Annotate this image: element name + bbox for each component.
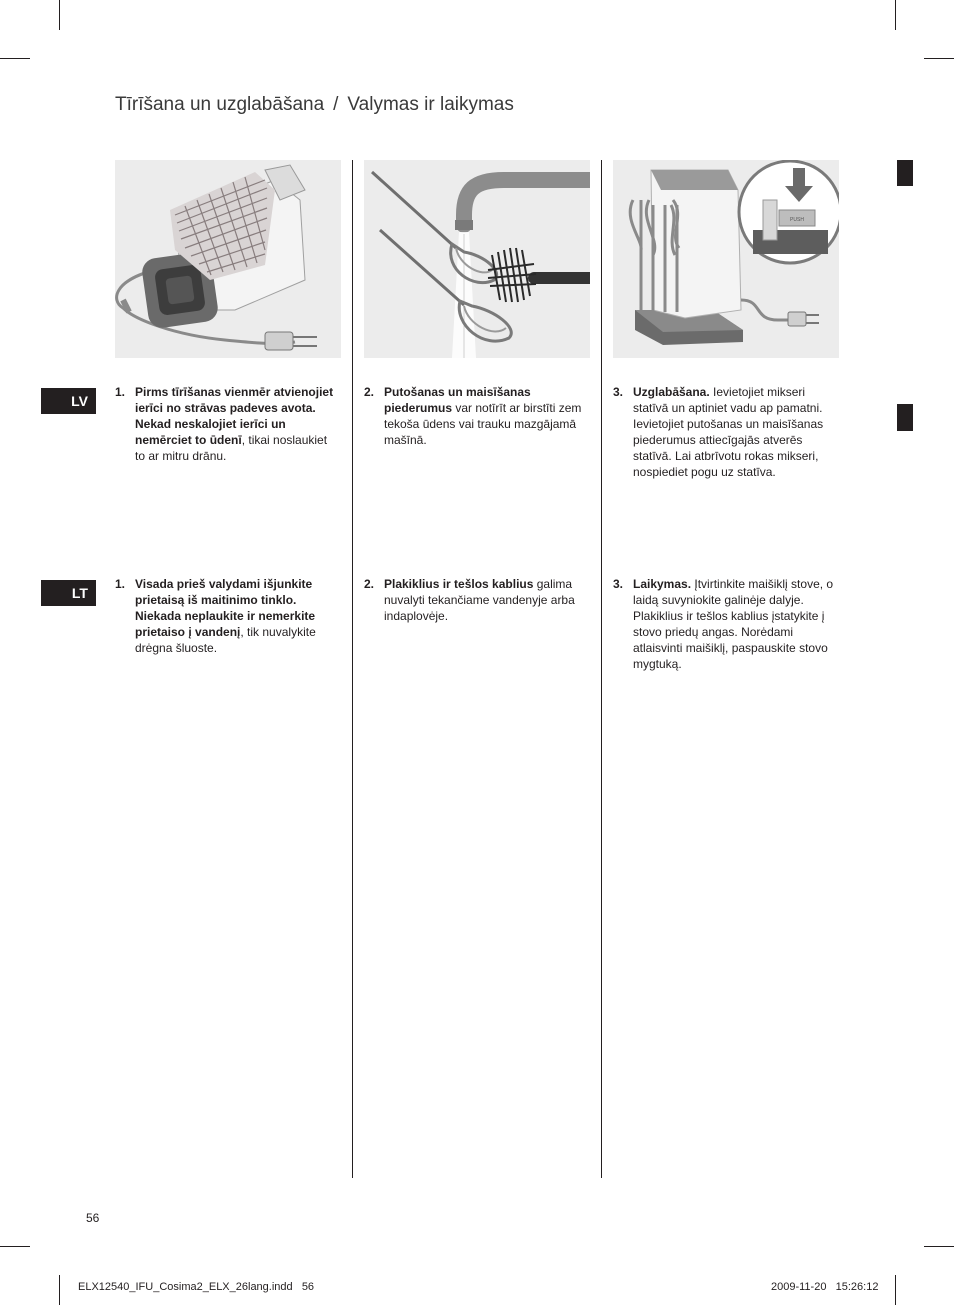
step-lv-2 — [364, 384, 586, 448]
step-text: galima nuvalyti tekančiame vandenyje arba indaplovėje. — [384, 577, 575, 623]
step-lt-3 — [613, 576, 835, 672]
title-separator: / — [333, 94, 339, 115]
crop-mark — [59, 0, 60, 30]
step-text: Ievietojiet mikseri statīvā un aptiniet vadu ap pamatni. Ievietojiet putošanas un maisīšanas piederumus attiecīgajās atverēs statīvā. Lai atbrīvotu rokas mikseri, nospiediet pogu uz statīva. — [633, 385, 824, 479]
crop-mark — [895, 1275, 896, 1305]
step-lv-1 — [115, 384, 337, 464]
crop-mark — [924, 1246, 954, 1247]
beaters-rinse-illustration — [364, 160, 590, 358]
step-number: 1. — [115, 577, 126, 591]
lang-tag-lt: LT — [41, 580, 96, 606]
step-bold-text: Pirms tīrīšanas vienmēr atvienojiet ierīci no strāvas padeves avota. Nekad neskalojiet ierīci un nemērciet to ūdenī — [135, 385, 334, 447]
step-lt-2 — [364, 576, 586, 624]
beaters-rinse-svg — [364, 160, 590, 358]
mixer-cloth-svg — [115, 160, 341, 358]
push-button-label: PUSH — [790, 217, 804, 223]
column-divider — [352, 160, 353, 1178]
step-number: 2. — [364, 577, 375, 591]
step-text: Įtvirtinkite maišiklį stove, o laidą suvyniokite galinėje dalyje. Plakiklius ir tešlos kablius įstatykite į stovo priedų angas. Norėdami atlaisvinti maišiklį, paspauskite stovo mygtuką. — [633, 577, 834, 671]
title-lt: Valymas ir laikymas — [347, 94, 514, 115]
crop-mark — [0, 58, 30, 59]
step-bold-text: Visada prieš valydami išjunkite prietaisą iš maitinimo tinklo. Niekada neplaukite ir nemerkite prietaiso į vandenį — [135, 577, 316, 639]
step-number: 2. — [364, 385, 375, 399]
step-bold-text: Uzglabāšana. — [633, 385, 710, 399]
page-number: 56 — [86, 1211, 100, 1225]
mixer-cloth-wipe-illustration — [115, 160, 341, 358]
step-number: 1. — [115, 385, 126, 399]
crop-mark — [924, 58, 954, 59]
lang-tag-lv: LV — [41, 388, 96, 414]
step-bold-text: Putošanas un maisīšanas piederumus — [384, 385, 531, 415]
stand-storage-illustration — [613, 160, 839, 358]
crop-mark — [59, 1275, 60, 1305]
step-bold-text: Plakiklius ir tešlos kablius — [384, 577, 534, 591]
step-number: 3. — [613, 577, 624, 591]
footer-file: ELX12540_IFU_Cosima2_ELX_26lang.indd 56 — [78, 1281, 315, 1293]
column-divider — [601, 160, 602, 1178]
step-bold-text: Laikymas. — [633, 577, 692, 591]
footer-timestamp: 2009-11-20 15:26:12 — [771, 1281, 879, 1293]
step-text: , tikai noslaukiet to ar mitru drānu. — [135, 433, 328, 463]
step-lt-1 — [115, 576, 337, 656]
step-text: var notīrīt ar birstīti zem tekoša ūdens vai trauku mazgājamā mašīnā. — [384, 401, 582, 447]
crop-mark — [0, 1246, 30, 1247]
edge-tab — [897, 404, 913, 431]
edge-tab — [897, 160, 913, 186]
page-title — [115, 94, 514, 116]
step-number: 3. — [613, 385, 624, 399]
crop-mark — [895, 0, 896, 30]
stand-storage-svg — [613, 160, 839, 358]
step-lv-3 — [613, 384, 835, 480]
title-lv: Tīrīšana un uzglabāšana — [115, 94, 325, 115]
step-text: , tik nuvalykite drėgna šluoste. — [135, 625, 316, 655]
